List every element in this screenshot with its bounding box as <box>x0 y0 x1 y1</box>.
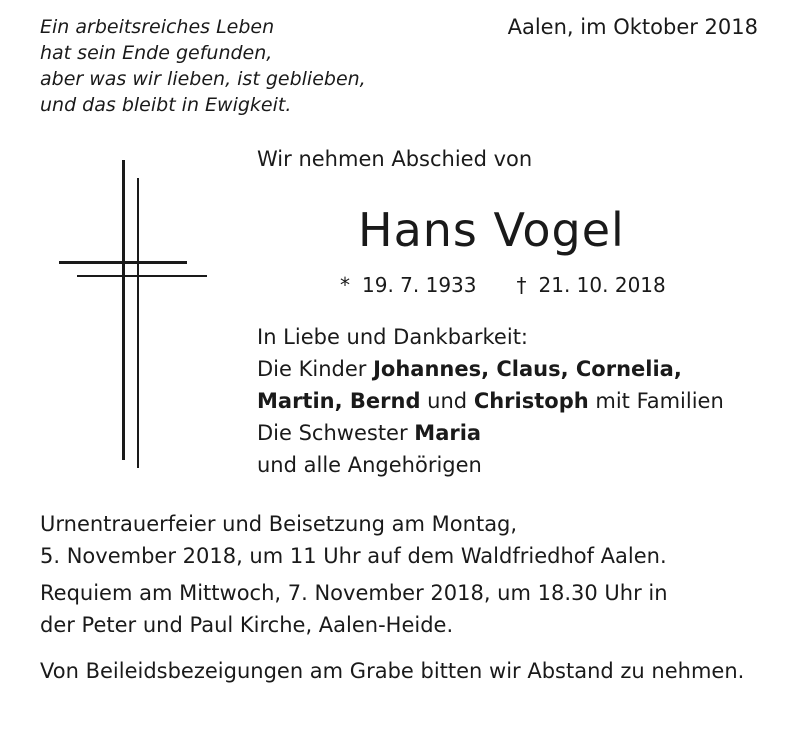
deceased-name: Hans Vogel <box>358 203 625 257</box>
birth-symbol: * <box>340 273 350 297</box>
birth-date: 19. 7. 1933 <box>362 273 477 297</box>
death-symbol: † <box>516 273 527 297</box>
mourners-text: Die Schwester <box>257 421 415 445</box>
mourners-text: Die Kinder <box>257 357 374 381</box>
poem-line: Ein arbeitsreiches Leben <box>40 16 275 38</box>
poem-line: aber was wir lieben, ist geblieben, <box>40 68 366 90</box>
condolence-note: Von Beileidsbezeigungen am Grabe bitten wir Abstand zu nehmen. <box>40 659 745 683</box>
poem-line: und das bleibt in Ewigkeit. <box>40 94 292 116</box>
mourner-names: Maria <box>414 421 482 445</box>
poem-line: hat sein Ende gefunden, <box>40 42 273 64</box>
mourners-line <box>257 353 724 385</box>
ceremony-line: 5. November 2018, um 11 Uhr auf dem Waldfriedhof Aalen. <box>40 544 667 568</box>
mourner-names: Johannes, Claus, Cornelia, <box>373 357 682 381</box>
place-date: Aalen, im Oktober 2018 <box>507 15 758 39</box>
requiem-line: Requiem am Mittwoch, 7. November 2018, um 18.30 Uhr in <box>40 581 668 605</box>
mourners-heading: In Liebe und Dankbarkeit: <box>257 325 529 349</box>
mourner-names: Martin, Bernd <box>257 389 421 413</box>
mourners-line: und alle Angehörigen <box>257 453 482 477</box>
requiem-line: der Peter und Paul Kirche, Aalen-Heide. <box>40 613 454 637</box>
ceremony-line: Urnentrauerfeier und Beisetzung am Montag, <box>40 512 518 536</box>
mourners-text: mit Familien <box>588 389 724 413</box>
mourner-names: Christoph <box>473 389 589 413</box>
death-date: 21. 10. 2018 <box>538 273 666 297</box>
requiem-info <box>40 577 765 641</box>
mourners <box>257 321 724 481</box>
mourners-line <box>257 385 724 417</box>
intro-text: Wir nehmen Abschied von <box>257 147 533 171</box>
mourners-text: und <box>420 389 474 413</box>
mourners-line <box>257 417 724 449</box>
ceremony-info <box>40 508 765 572</box>
life-dates <box>340 272 666 298</box>
